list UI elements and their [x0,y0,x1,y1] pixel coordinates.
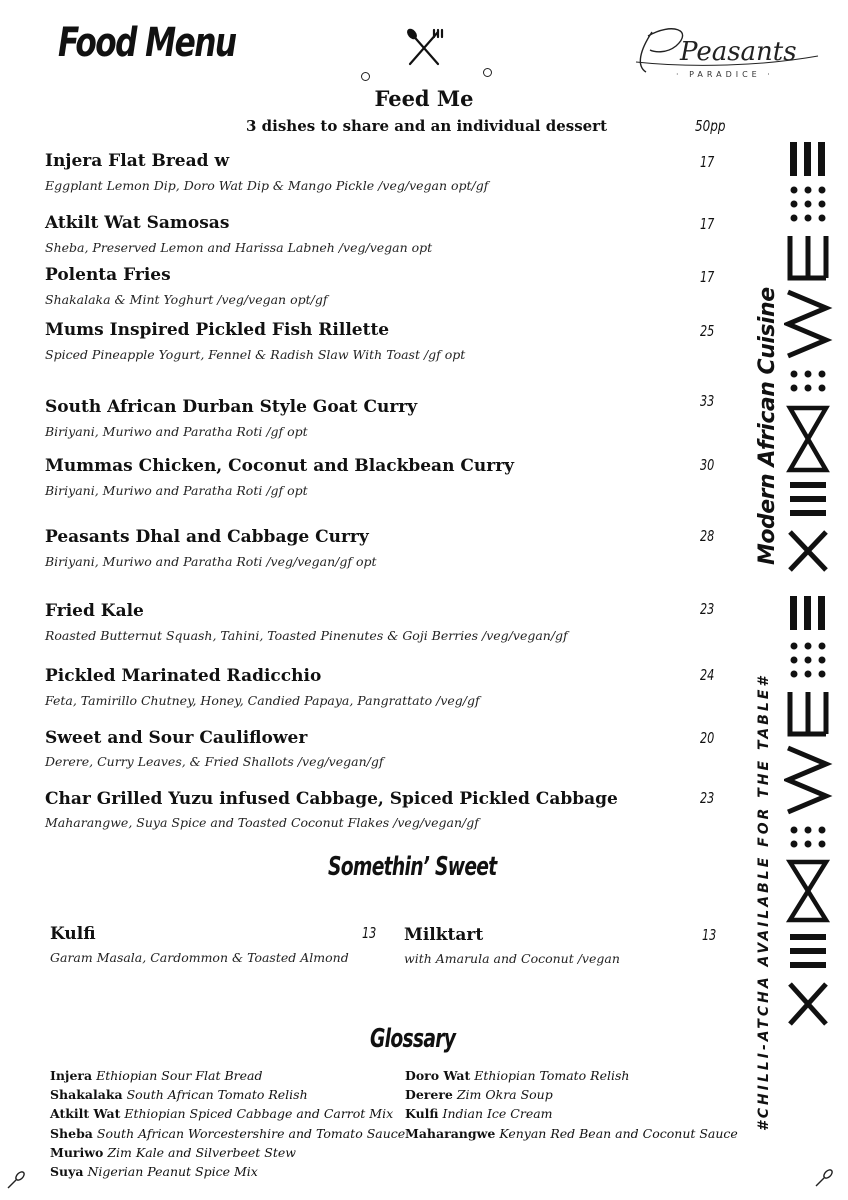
feed-me-price: 50pp [695,117,726,135]
dish-price: 17 [700,268,715,286]
dish-price: 28 [700,527,715,545]
dish-price: 30 [700,456,715,474]
dish-desc: Biriyani, Muriwo and Paratha Roti /veg/vegan/gf opt [45,554,377,569]
dish-desc: Roasted Butternut Squash, Tahini, Toasted Pinenutes & Goji Berries /veg/vegan/gf [45,628,568,643]
dish-price: 20 [700,729,715,747]
glossary-title: Glossary [370,1024,456,1054]
dish-name: Sweet and Sour Cauliflower [45,728,308,748]
dish-price: 17 [700,153,715,171]
glossary-entry: Muriwo Zim Kale and Silverbeet Stew [50,1144,296,1160]
dish-desc: Derere, Curry Leaves, & Fried Shallots /veg/vegan/gf [45,754,384,769]
dessert-desc: Garam Masala, Cardommon & Toasted Almond [50,950,349,965]
dish-name: South African Durban Style Goat Curry [45,397,418,417]
dish-desc: Eggplant Lemon Dip, Doro Wat Dip & Mango Pickle /veg/vegan opt/gf [45,178,489,193]
whisk-icon [814,1166,836,1188]
dish-price: 23 [700,789,715,807]
dish-name: Atkilt Wat Samosas [45,213,230,233]
dish-name: Injera Flat Bread w [45,151,230,171]
cuisine-tagline: Modern African Cuisine [755,287,780,565]
dish-desc: Biriyani, Muriwo and Paratha Roti /gf opt [45,483,308,498]
dish-price: 17 [700,215,715,233]
dish-desc: Feta, Tamirillo Chutney, Honey, Candied Papaya, Pangrattato /veg/gf [45,693,480,708]
glossary-entry: Derere Zim Okra Soup [405,1087,553,1103]
glossary-entry: Sheba South African Worcestershire and Tomato Sauce [50,1125,406,1141]
dish-price: 24 [700,666,715,684]
glossary-right-column [405,1066,738,1143]
dish-name: Polenta Fries [45,265,171,285]
chilli-note: #CHILLI-ATCHA AVAILABLE FOR THE TABLE# [756,673,772,1131]
glossary-left-column [50,1066,405,1181]
glossary-entry: Kulfi Indian Ice Cream [405,1106,553,1122]
logo-subtitle: · PARADICE · [676,70,774,79]
dish-desc: Shakalaka & Mint Yoghurt /veg/vegan opt/gf [45,292,328,307]
svg-text:Peasants: Peasants [680,37,797,67]
menu-title: Food Menu [58,20,236,66]
dish-name: Fried Kale [45,601,144,621]
dish-price: 23 [700,600,715,618]
dessert-price: 13 [362,924,377,942]
glossary-entry: Doro Wat Ethiopian Tomato Relish [405,1068,630,1083]
dessert-desc: with Amarula and Coconut /vegan [404,951,620,966]
dessert-name: Milktart [404,925,484,945]
dish-desc: Sheba, Preserved Lemon and Harissa Labneh /veg/vegan opt [45,240,433,255]
ornament-dot [483,68,492,77]
dish-name: Mummas Chicken, Coconut and Blackbean Curry [45,456,515,476]
glossary-entry: Maharangwe Kenyan Red Bean and Coconut Sauce [405,1125,738,1141]
feed-me-subtitle: 3 dishes to share and an individual dessert [246,117,608,135]
feed-me-title: Feed Me [374,86,474,111]
ornament-dot [361,72,370,81]
african-pattern-decoration [784,140,840,1040]
dish-name: Peasants Dhal and Cabbage Curry [45,527,369,547]
dessert-price: 13 [702,926,717,944]
dish-price: 25 [700,322,715,340]
fork-knife-icon [404,28,444,68]
sweet-section-title: Somethin’ Sweet [328,852,497,882]
glossary-entry: Atkilt Wat Ethiopian Spiced Cabbage and Carrot Mix [50,1106,394,1122]
whisk-icon [6,1168,28,1190]
glossary-entry: Suya Nigerian Peanut Spice Mix [50,1164,258,1180]
dish-price: 33 [700,392,715,410]
dish-desc: Biriyani, Muriwo and Paratha Roti /gf opt [45,424,308,439]
dish-name: Char Grilled Yuzu infused Cabbage, Spiced Pickled Cabbage [45,789,618,809]
glossary-entry: Shakalaka South African Tomato Relish [50,1087,308,1103]
dish-desc: Spiced Pineapple Yogurt, Fennel & Radish Slaw With Toast /gf opt [45,347,466,362]
dish-name: Pickled Marinated Radicchio [45,666,322,686]
glossary-entry: Injera Ethiopian Sour Flat Bread [50,1068,263,1083]
dish-desc: Maharangwe, Suya Spice and Toasted Coconut Flakes /veg/vegan/gf [45,815,479,830]
dish-name: Mums Inspired Pickled Fish Rillette [45,320,390,340]
dessert-name: Kulfi [50,924,96,944]
